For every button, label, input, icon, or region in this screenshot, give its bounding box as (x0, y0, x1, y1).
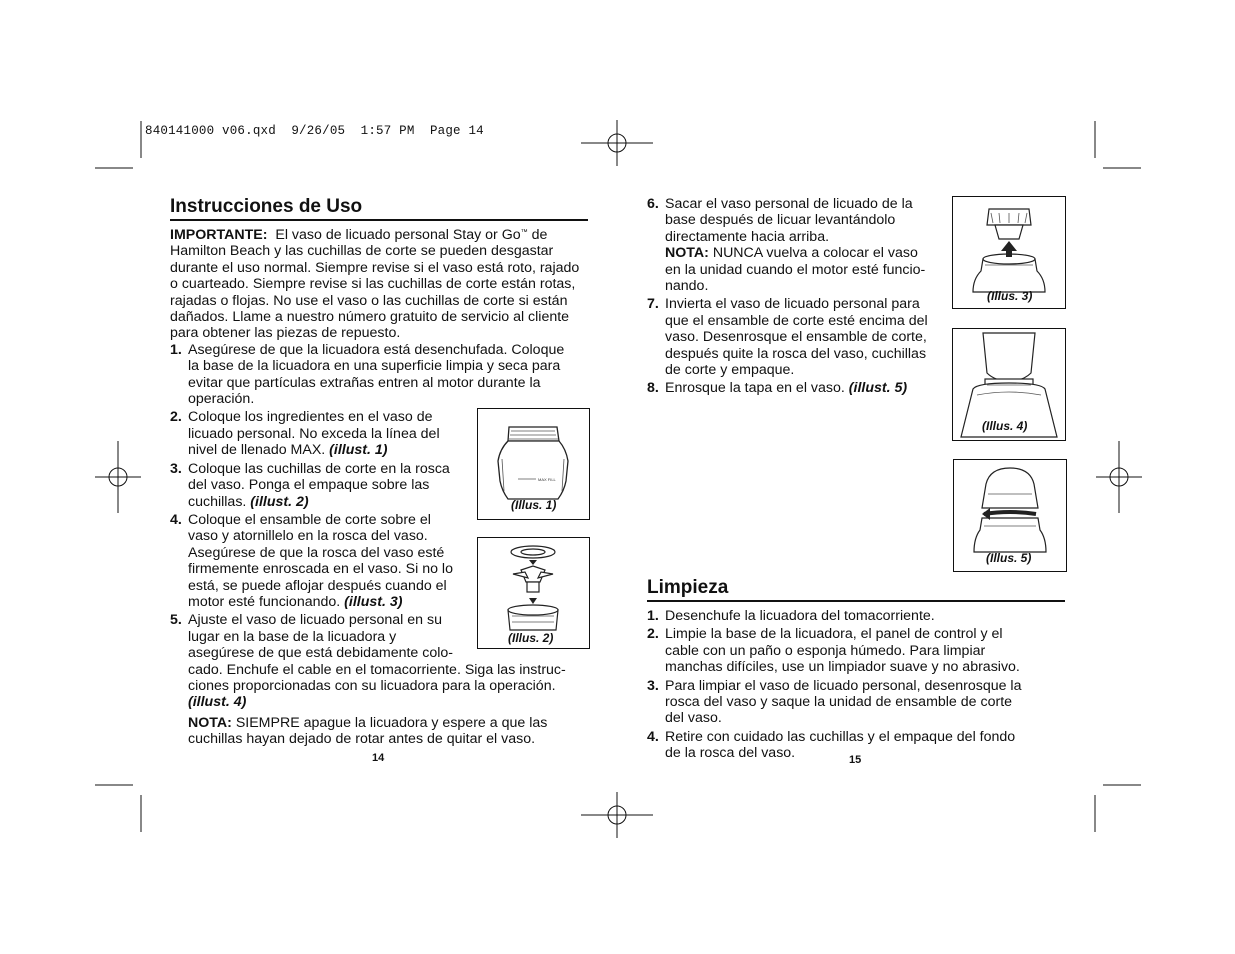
note-left: NOTA: SIEMPRE apague la licuadora y espere a que las cuchillas hayan dejado de rotar antes de quitar el vaso. (188, 714, 548, 748)
printer-slug: 840141000 v06.qxd 9/26/05 1:57 PM Page 14 (145, 124, 484, 138)
cleaning-list (647, 608, 1065, 762)
illust-ref-5: (illust. 5) (848, 380, 908, 397)
cleaning-step-1: 1. Desenchufe la licuadora del tomacorriente. (647, 608, 935, 624)
illust-ref-2: (illust. 2) (250, 493, 309, 510)
section-title-instrucciones: Instrucciones de Uso (170, 196, 363, 217)
step-1: 1. Asegúrese de que la licuadora está desenchufada. Coloque la base de la licuadora en una superficie limpia y seca para evitar que partículas extrañas entren al motor durante la operación. (170, 341, 565, 408)
page-number-right: 15 (849, 754, 862, 766)
illustration-2: (Illus. 2) (477, 537, 590, 649)
section-title-limpieza: Limpieza (647, 577, 729, 598)
step-5: 5. Ajuste el vaso de licuado personal en su lugar en la base de la licuadora y asegúrese de que está debidamente colo- cado. Enchufe el cable en el tomacorriente. Siga las instruc- ciones proporcionadas con su licuadora para la operación. (illust. 4) (170, 612, 566, 711)
intro-paragraph: IMPORTANTE: El vaso de licuado personal Stay or Go™ de Hamilton Beach y las cuchillas de corte se pueden desgastar durante el uso normal. Siempre revise si el vaso está roto, rajado o cuarteado. Siempre revise si las cuchillas de corte están rotas, rajadas o flojas. No use el vaso o las cuchillas de corte si están dañados. Llame a nuestro número gratuito de servicio al cliente para obtener las piezas de repuesto. (170, 227, 580, 342)
step-2: 2. Coloque los ingredientes en el vaso de licuado personal. No exceda la línea del nivel de llenado MAX. (illust. 1) (170, 409, 440, 459)
illust-ref-3: (illust. 3) (344, 593, 403, 610)
cleaning-step-2: 2. Limpie la base de la licuadora, el panel de control y el cable con un paño o esponja húmedo. Para limpiar manchas difíciles, use un limpiador suave y no abrasivo. (647, 626, 1020, 676)
important-label: IMPORTANTE: (170, 227, 268, 243)
step-6: 6. Sacar el vaso personal de licuado de la base después de licuar levantándolo directamente hacia arriba. NOTA: NUNCA vuelva a colocar el vaso en la unidad cuando el motor esté funcio- nando. (647, 196, 926, 295)
step-4: 4. Coloque el ensamble de corte sobre el vaso y atornillelo en la rosca del vaso. Asegúrese de que la rosca del vaso esté firmemente enroscada en el vaso. Si no lo está, se puede aflojar después cuando el motor esté funcionando. (illust. 3) (170, 511, 453, 610)
section-rule-left (170, 219, 588, 221)
registration-mark-top (581, 120, 653, 166)
svg-text:MAX FILL: MAX FILL (538, 477, 556, 482)
illustration-4: (Illus. 4) (952, 328, 1066, 441)
illust-ref-4: (illust. 4) (188, 694, 247, 711)
illustration-3: (Illus. 3) (952, 196, 1066, 309)
illust-ref-1: (illust. 1) (329, 442, 388, 459)
registration-mark-right (1096, 441, 1142, 513)
section-rule-right (647, 600, 1065, 602)
registration-mark-left (95, 441, 141, 513)
page-number-left: 14 (372, 752, 385, 764)
step-7: 7. Invierta el vaso de licuado personal para que el ensamble de corte esté encima del vaso. Desenrosque el ensamble de corte, después quite la rosca del vaso, cuchillas de corte y empaque. (647, 296, 928, 379)
step-3: 3. Coloque las cuchillas de corte en la rosca del vaso. Ponga el empaque sobre las cuchillas. (illust. 2) (170, 460, 450, 510)
registration-mark-bottom (581, 792, 653, 838)
cleaning-step-4: 4. Retire con cuidado las cuchillas y el empaque del fondo de la rosca del vaso. (647, 728, 1016, 762)
illustration-1: MAX FILL (Illus. 1) (477, 408, 590, 520)
step-8: 8. Enrosque la tapa en el vaso. (illust. 5) (647, 380, 908, 397)
illustration-5: (Illus. 5) (953, 459, 1067, 572)
cleaning-step-3: 3. Para limpiar el vaso de licuado personal, desenrosque la rosca del vaso y saque la unidad de ensamble de corte del vaso. (647, 677, 1022, 727)
right-column-steps (647, 196, 947, 397)
